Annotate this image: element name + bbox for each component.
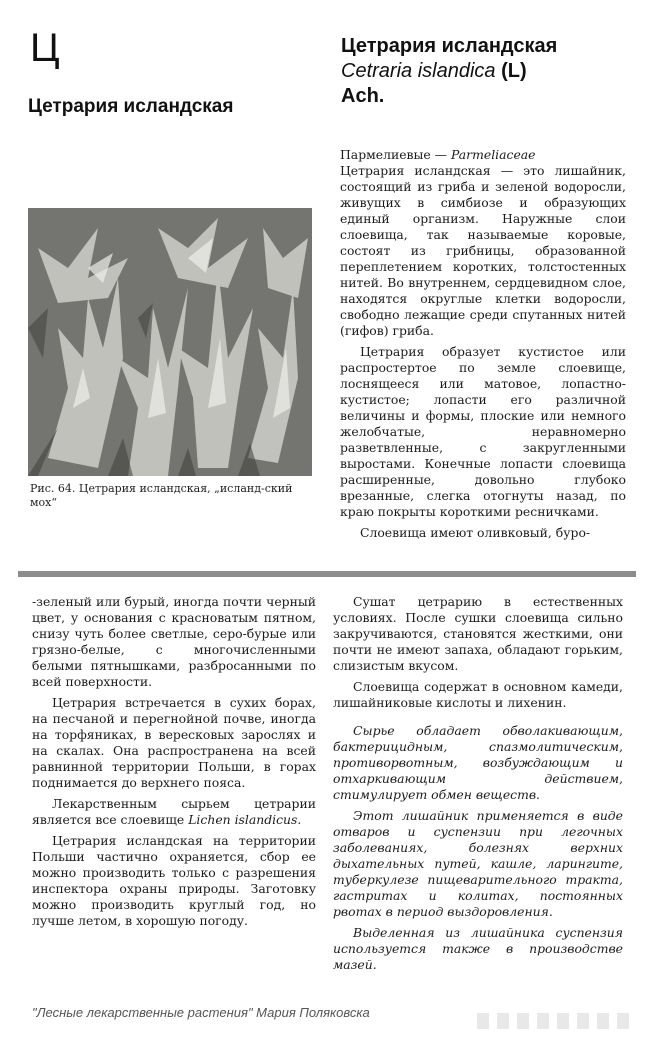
section-letter: Ц: [30, 26, 60, 70]
lichen-photo: [28, 208, 312, 476]
paragraph: Слоевища содержат в основном камеди, лишайниковые кислоты и лихенин.: [333, 679, 623, 710]
title-russian: Цетрария исландская: [341, 35, 558, 57]
title-author-2: Ach.: [341, 85, 385, 107]
paragraph: Выделенная из лишайника суспензия используется также в производстве мазей.: [333, 925, 623, 972]
paragraph: Цетрария встречается в сухих борах, на песчаной и перегнойной почве, иногда на торфяниках, в вересковых зарослях и на скалах. Она распространена на всей равнинной территории Польши, в горах поднимается до верхнего пояса.: [32, 695, 316, 790]
paragraph: [32, 796, 316, 828]
divider-band: [18, 571, 636, 577]
paragraph-text: Лекарственным сырьем цетрарии является все слоевище: [32, 796, 316, 827]
paragraph: Слоевища имеют оливковый, буро-: [360, 525, 591, 540]
right-title: [341, 34, 641, 109]
paragraph-latin: Lichen islandicus.: [188, 812, 302, 827]
paragraph: Цетрария исландская — это лишайник, состоящий из гриба и зеленой водоросли, живущих в симбиозе и образующих единый организм. Наружные слои слоевища, так называемые коровые, состоят из грибницы, образованной переплетением коротких, толстостенных нитей. Во внутреннем, сердцевидном слое, находятся округлые клетки водоросли, свободно лежащие среди спутанных нитей (гифов) гриба.: [340, 163, 626, 338]
family-line: [340, 147, 626, 163]
paragraph: Сушат цетрарию в естественных условиях. После сушки слоевища сильно закручиваются, становятся жесткими, они почти не имеют запаха, обладают горьким, слизистым вкусом.: [333, 594, 623, 673]
paragraph: -зеленый или бурый, иногда почти черный цвет, у основания с красноватым пятном, снизу чуть более светлые, серо-бурые или грязно-белые, с многочисленными белыми пятнышками, разбросанными по всей поверхности.: [32, 594, 316, 689]
family-latin: Parmeliaceae: [451, 147, 536, 162]
paragraph: Этот лишайник применяется в виде отваров и суспензии при легочных заболеваниях, болезнях верхних дыхательных путей, кашле, ларингите, туберкулезе пищеварительного тракта, гастритах и колитах, постоянных рвотах в период выздоровления.: [333, 808, 623, 919]
title-latin-line: [341, 59, 641, 84]
family-russian: Пармелиевые —: [340, 147, 448, 162]
left-title: Цетрария исландская: [28, 96, 234, 117]
paragraph: Сырье обладает обволакивающим, бактерицидным, спазмолитическим, противорвотным, возбуждающим и отхаркивающим действием, стимулирует обмен веществ.: [333, 723, 623, 802]
title-author-1: (L): [501, 60, 527, 82]
title-latin-name: Cetraria islandica: [341, 60, 496, 82]
top-right-column: [340, 147, 626, 541]
watermark-logo: [452, 955, 660, 1050]
paragraph: Цетрария исландская на территории Польши частично охраняется, сбор ее можно производить только с разрешения инспектора охраны природы. Заготовку можно производить круглый год, но лучше летом, в хорошую погоду.: [32, 833, 316, 928]
figure-caption: Рис. 64. Цетрария исландская, „исланд-ский мох“: [30, 482, 293, 509]
paragraph: Цетрария образует кустистое или распростертое по земле слоевище, лоснящееся или матовое, лопастно-кустистое; лопасти его различной величины и формы, плоские или немного желобчатые, неравномерно разветвленные, с закругленными выростами. Конечные лопасти слоевища расширенные, довольно глубоко врезанные, слегка отогнуты назад, по краю покрыты короткими ресничками.: [340, 344, 626, 519]
source-footer: "Лесные лекарственные растения" Мария Поляковска: [32, 1005, 370, 1020]
left-column: [32, 594, 316, 929]
right-column: [333, 594, 623, 973]
